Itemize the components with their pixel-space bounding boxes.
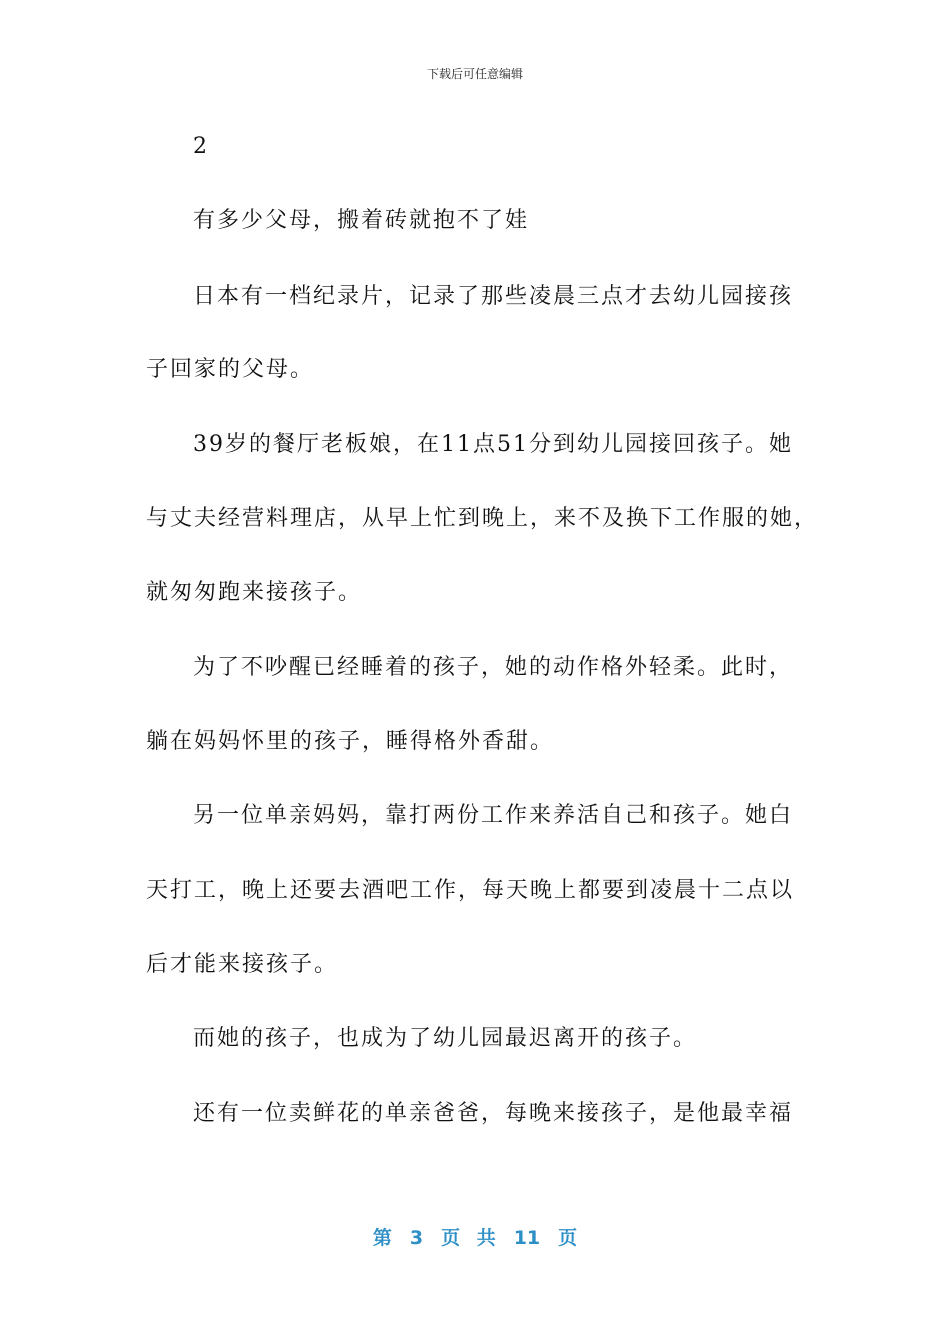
footer-prefix: 第 xyxy=(372,1227,392,1249)
paragraph-line: 后才能来接孩子。 xyxy=(146,952,339,977)
current-page-number: 3 xyxy=(409,1227,424,1249)
paragraph-line: 就匆匆跑来接孩子。 xyxy=(146,580,363,605)
footer-middle: 页 共 xyxy=(441,1227,496,1249)
paragraph-line: 与丈夫经营料理店，从早上忙到晚上，来不及换下工作服的她， xyxy=(146,506,819,531)
footer-suffix: 页 xyxy=(558,1227,578,1249)
paragraph-line: 日本有一档纪录片，记录了那些凌晨三点才去幼儿园接孩 xyxy=(193,284,794,309)
paragraph-line: 另一位单亲妈妈，靠打两份工作来养活自己和孩子。她白 xyxy=(193,803,794,828)
paragraph-line: 躺在妈妈怀里的孩子，睡得格外香甜。 xyxy=(146,729,555,754)
paragraph-line: 为了不吵醒已经睡着的孩子，她的动作格外轻柔。此时， xyxy=(193,655,794,680)
section-heading: 有多少父母，搬着砖就抱不了娃 xyxy=(193,208,530,233)
paragraph-line: 天打工，晚上还要去酒吧工作，每天晚上都要到凌晨十二点以 xyxy=(146,878,795,903)
page-header: 下载后可任意编辑 xyxy=(426,67,523,81)
paragraph-line: 而她的孩子，也成为了幼儿园最迟离开的孩子。 xyxy=(193,1026,698,1051)
paragraph-line: 子回家的父母。 xyxy=(146,357,315,382)
page-footer xyxy=(0,1224,950,1252)
total-pages-number: 11 xyxy=(513,1227,541,1249)
paragraph-line: 39岁的餐厅老板娘，在11点51分到幼儿园接回孩子。她 xyxy=(193,432,793,457)
section-number: 2 xyxy=(193,134,209,159)
paragraph-line: 还有一位卖鲜花的单亲爸爸，每晚来接孩子，是他最幸福 xyxy=(193,1101,794,1126)
